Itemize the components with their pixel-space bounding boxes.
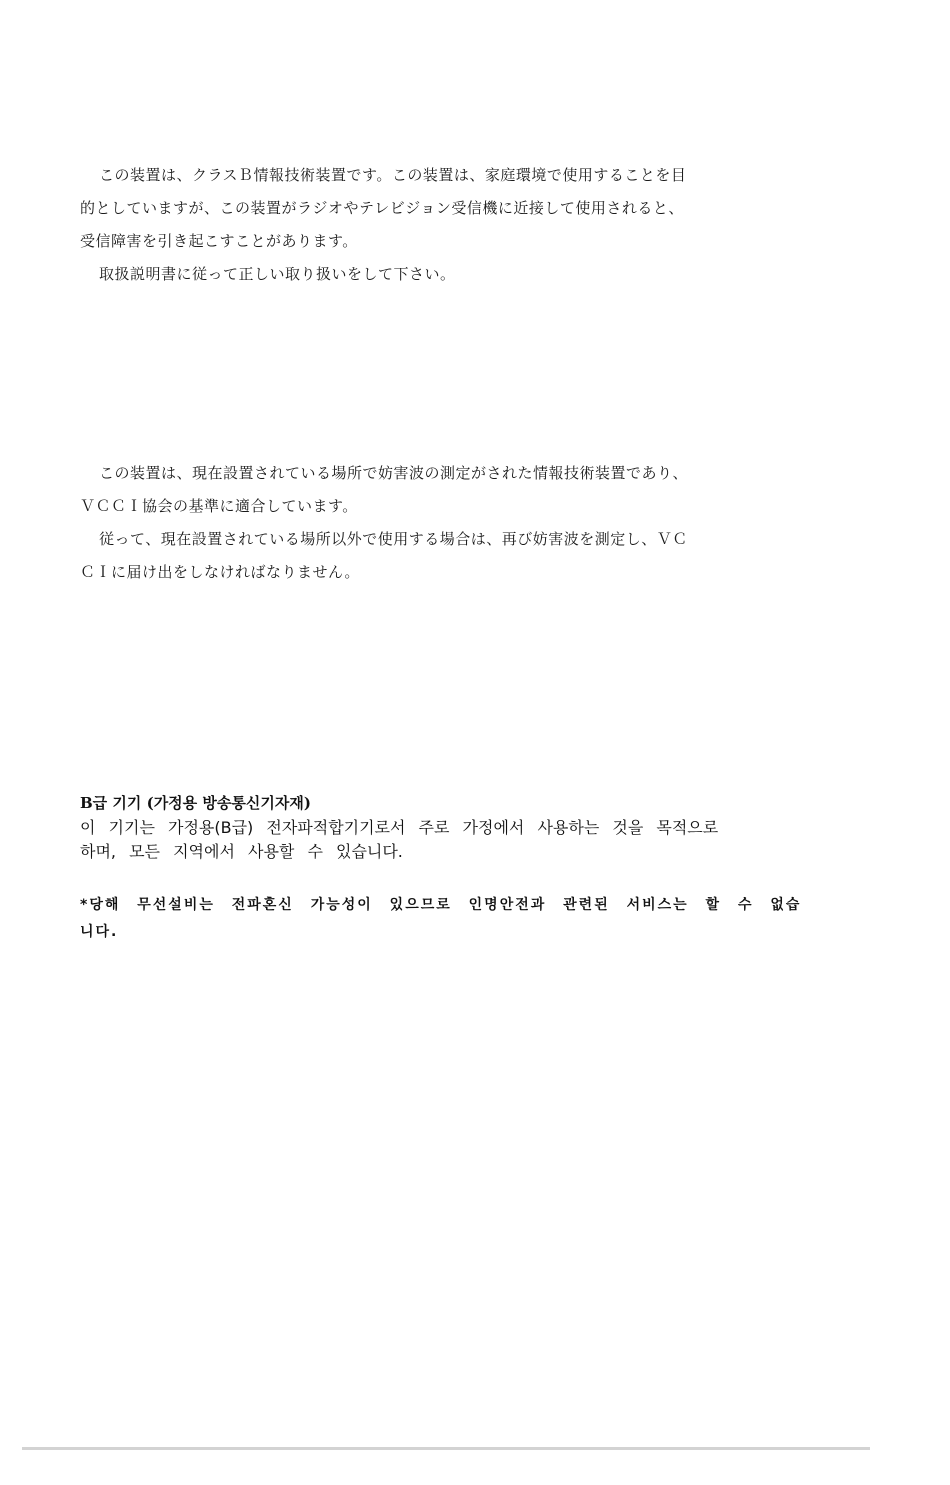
notice-line: 受信障害を引き起こすことがあります。 [80,232,358,250]
notice-title: B급 기기 (가정용 방송통신기자재) [80,794,311,812]
notice-line: この装置は、現在設置されている場所で妨害波の測定がされた情報技術装置であり、 [99,464,689,482]
footer-divider [22,1447,870,1450]
vcci-class-a-notice [80,457,860,589]
notice-line: 的としていますが、この装置がラジオやテレビジョン受信機に近接して使用されると、 [80,199,684,217]
notice-line: 하며, 모든 지역에서 사용할 수 있습니다. [80,842,403,861]
radio-interference-note [80,892,860,946]
notice-line: 이 기기는 가정용(B급) 전자파적합기기로서 주로 가정에서 사용하는 것을 목적으로 [80,818,719,837]
notice-line: 従って、現在設置されている場所以外で使用する場合は、再び妨害波を測定し、ＶＣ [99,530,688,548]
vcci-class-b-notice [80,159,860,291]
note-line: *당해 무선설비는 전파혼신 가능성이 있으므로 인명안전과 관련된 서비스는 할 수 없습 [80,897,802,913]
notice-line: この装置は、クラスＢ情報技術装置です。この装置は、家庭環境で使用することを目 [99,166,687,184]
korea-class-b-notice [80,790,860,946]
note-line: 니다. [80,924,119,940]
notice-line: ＶＣＣＩ協会の基準に適合しています。 [80,497,358,515]
notice-line: 取扱説明書に従って正しい取り扱いをして下さい。 [99,265,456,283]
notice-line: ＣＩに届け出をしなければなりません。 [80,563,360,581]
